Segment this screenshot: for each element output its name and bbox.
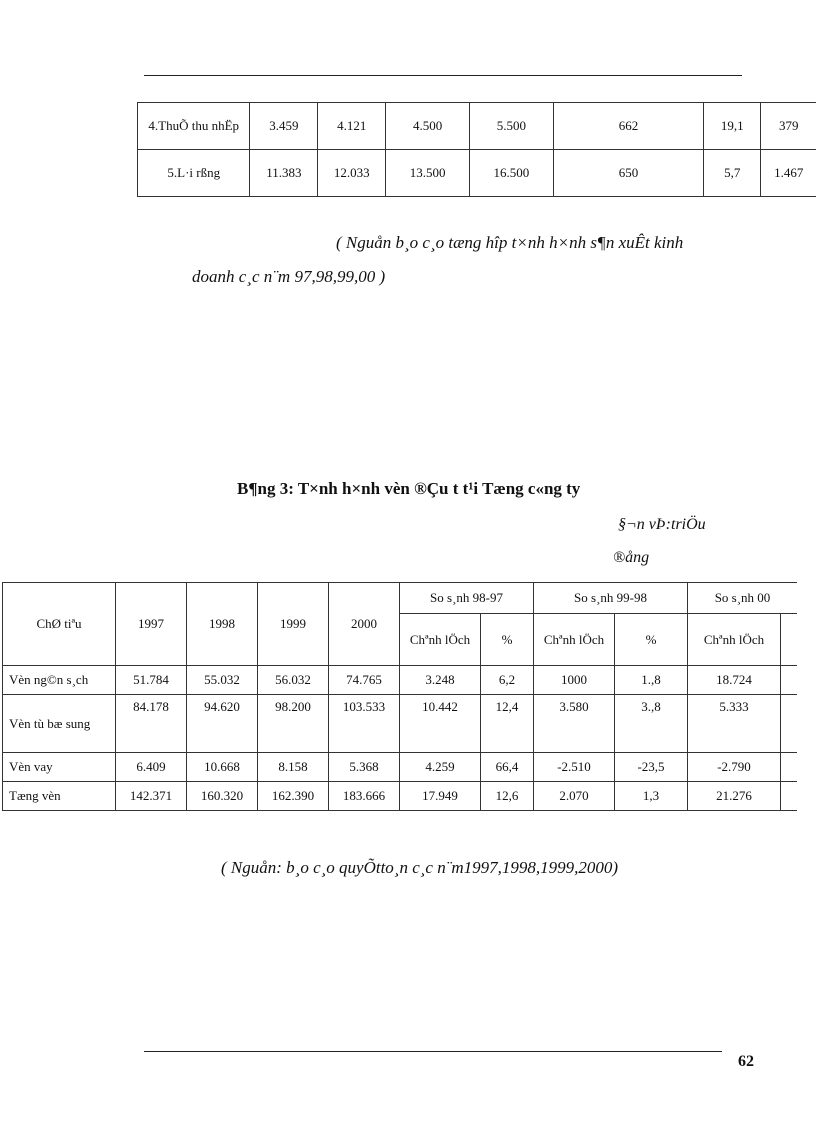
table-cell: 12,4 bbox=[481, 695, 534, 753]
table-title: B¶ng 3: T×nh h×nh vèn ®Çu t t¹i Tæng c«ng ty bbox=[237, 479, 581, 498]
source-note-line2: doanh c¸c n¨m 97,98,99,00 ) bbox=[192, 267, 386, 286]
table-cell: -2.790 bbox=[688, 753, 781, 782]
table-cell: 4.121 bbox=[318, 103, 386, 150]
table-cell: 3.248 bbox=[400, 666, 481, 695]
table-cell: 103.533 bbox=[329, 695, 400, 753]
row-label: Vèn tù bæ sung bbox=[3, 695, 116, 753]
table-row bbox=[3, 782, 798, 811]
table-cell: 662 bbox=[553, 103, 703, 150]
table-cell: 12.033 bbox=[318, 150, 386, 197]
table-cell: 98.200 bbox=[258, 695, 329, 753]
table-cell: 94.620 bbox=[187, 695, 258, 753]
header-year: 1999 bbox=[258, 583, 329, 666]
table-cell: 5.500 bbox=[470, 103, 554, 150]
table-cell: 12,6 bbox=[481, 782, 534, 811]
table-cell: 17.949 bbox=[400, 782, 481, 811]
header-compare-group: So s¸nh 99-98 bbox=[534, 583, 688, 614]
table-row bbox=[3, 695, 798, 753]
table-cell: 8.158 bbox=[258, 753, 329, 782]
table-cell-clipped bbox=[781, 782, 798, 811]
header-percent: % bbox=[481, 614, 534, 666]
header-year: 1998 bbox=[187, 583, 258, 666]
table-cell: 19,1 bbox=[704, 103, 761, 150]
header-indicator: ChØ tiªu bbox=[3, 583, 116, 666]
header-chenh-lech: Chªnh lÖch bbox=[688, 614, 781, 666]
table-cell: 13.500 bbox=[386, 150, 470, 197]
table-cell: -2.510 bbox=[534, 753, 615, 782]
table-cell: 51.784 bbox=[116, 666, 187, 695]
table-cell: 5,7 bbox=[704, 150, 761, 197]
capital-table bbox=[2, 582, 797, 811]
row-label: 5.L·i rßng bbox=[138, 150, 250, 197]
row-label: Tæng vèn bbox=[3, 782, 116, 811]
table-row bbox=[138, 103, 816, 150]
table-cell: 3.580 bbox=[534, 695, 615, 753]
table-cell: 1.467 bbox=[761, 150, 816, 197]
table-cell: 1.,8 bbox=[615, 666, 688, 695]
table-cell: 5.368 bbox=[329, 753, 400, 782]
table-cell: 1000 bbox=[534, 666, 615, 695]
row-label: Vèn vay bbox=[3, 753, 116, 782]
source-note: ( Nguån: b¸o c¸o quyÕtto¸n c¸c n¨m1997,1998,1999,2000) bbox=[221, 858, 619, 877]
table-cell: 6.409 bbox=[116, 753, 187, 782]
unit-label-line2: ®ång bbox=[613, 549, 650, 566]
table-cell: 55.032 bbox=[187, 666, 258, 695]
table-cell: 1,3 bbox=[615, 782, 688, 811]
header-year: 2000 bbox=[329, 583, 400, 666]
table-cell: 56.032 bbox=[258, 666, 329, 695]
row-label: Vèn ng©n s¸ch bbox=[3, 666, 116, 695]
table-cell: 18.724 bbox=[688, 666, 781, 695]
table-cell-clipped bbox=[781, 695, 798, 753]
header-percent: % bbox=[615, 614, 688, 666]
page-number: 62 bbox=[738, 1053, 754, 1070]
header-rule bbox=[144, 75, 742, 76]
table-cell: 379 bbox=[761, 103, 816, 150]
table-cell: 160.320 bbox=[187, 782, 258, 811]
table-cell: 4.259 bbox=[400, 753, 481, 782]
table-cell: 142.371 bbox=[116, 782, 187, 811]
table-cell-clipped bbox=[781, 666, 798, 695]
table-cell: 162.390 bbox=[258, 782, 329, 811]
header-cell-clipped bbox=[781, 614, 798, 666]
source-note-line1: ( Nguån b¸o c¸o tæng hîp t×nh h×nh s¶n xuÊt kinh bbox=[336, 233, 684, 252]
table-cell: 11.383 bbox=[250, 150, 318, 197]
table-row bbox=[138, 150, 816, 197]
header-chenh-lech: Chªnh lÖch bbox=[534, 614, 615, 666]
table-cell: 3.,8 bbox=[615, 695, 688, 753]
table-cell: 4.500 bbox=[386, 103, 470, 150]
table-cell: 3.459 bbox=[250, 103, 318, 150]
table-row bbox=[3, 753, 798, 782]
table-cell: -23,5 bbox=[615, 753, 688, 782]
table-cell: 66,4 bbox=[481, 753, 534, 782]
table-cell: 84.178 bbox=[116, 695, 187, 753]
header-chenh-lech: Chªnh lÖch bbox=[400, 614, 481, 666]
table-cell: 2.070 bbox=[534, 782, 615, 811]
row-label: 4.ThuÕ thu nhËp bbox=[138, 103, 250, 150]
income-table bbox=[137, 102, 816, 197]
header-compare-group: So s¸nh 00 bbox=[688, 583, 798, 614]
unit-label-line1: §¬n vÞ:triÖu bbox=[618, 516, 706, 533]
table-row bbox=[3, 666, 798, 695]
table-header-row bbox=[3, 583, 798, 614]
table-cell: 10.668 bbox=[187, 753, 258, 782]
table-cell: 650 bbox=[553, 150, 703, 197]
footer-rule bbox=[144, 1051, 722, 1052]
table-cell: 21.276 bbox=[688, 782, 781, 811]
table-cell: 6,2 bbox=[481, 666, 534, 695]
table-cell: 5.333 bbox=[688, 695, 781, 753]
header-year: 1997 bbox=[116, 583, 187, 666]
table-cell: 74.765 bbox=[329, 666, 400, 695]
header-compare-group: So s¸nh 98-97 bbox=[400, 583, 534, 614]
table-cell-clipped bbox=[781, 753, 798, 782]
table-cell: 183.666 bbox=[329, 782, 400, 811]
table-cell: 16.500 bbox=[470, 150, 554, 197]
table-cell: 10.442 bbox=[400, 695, 481, 753]
